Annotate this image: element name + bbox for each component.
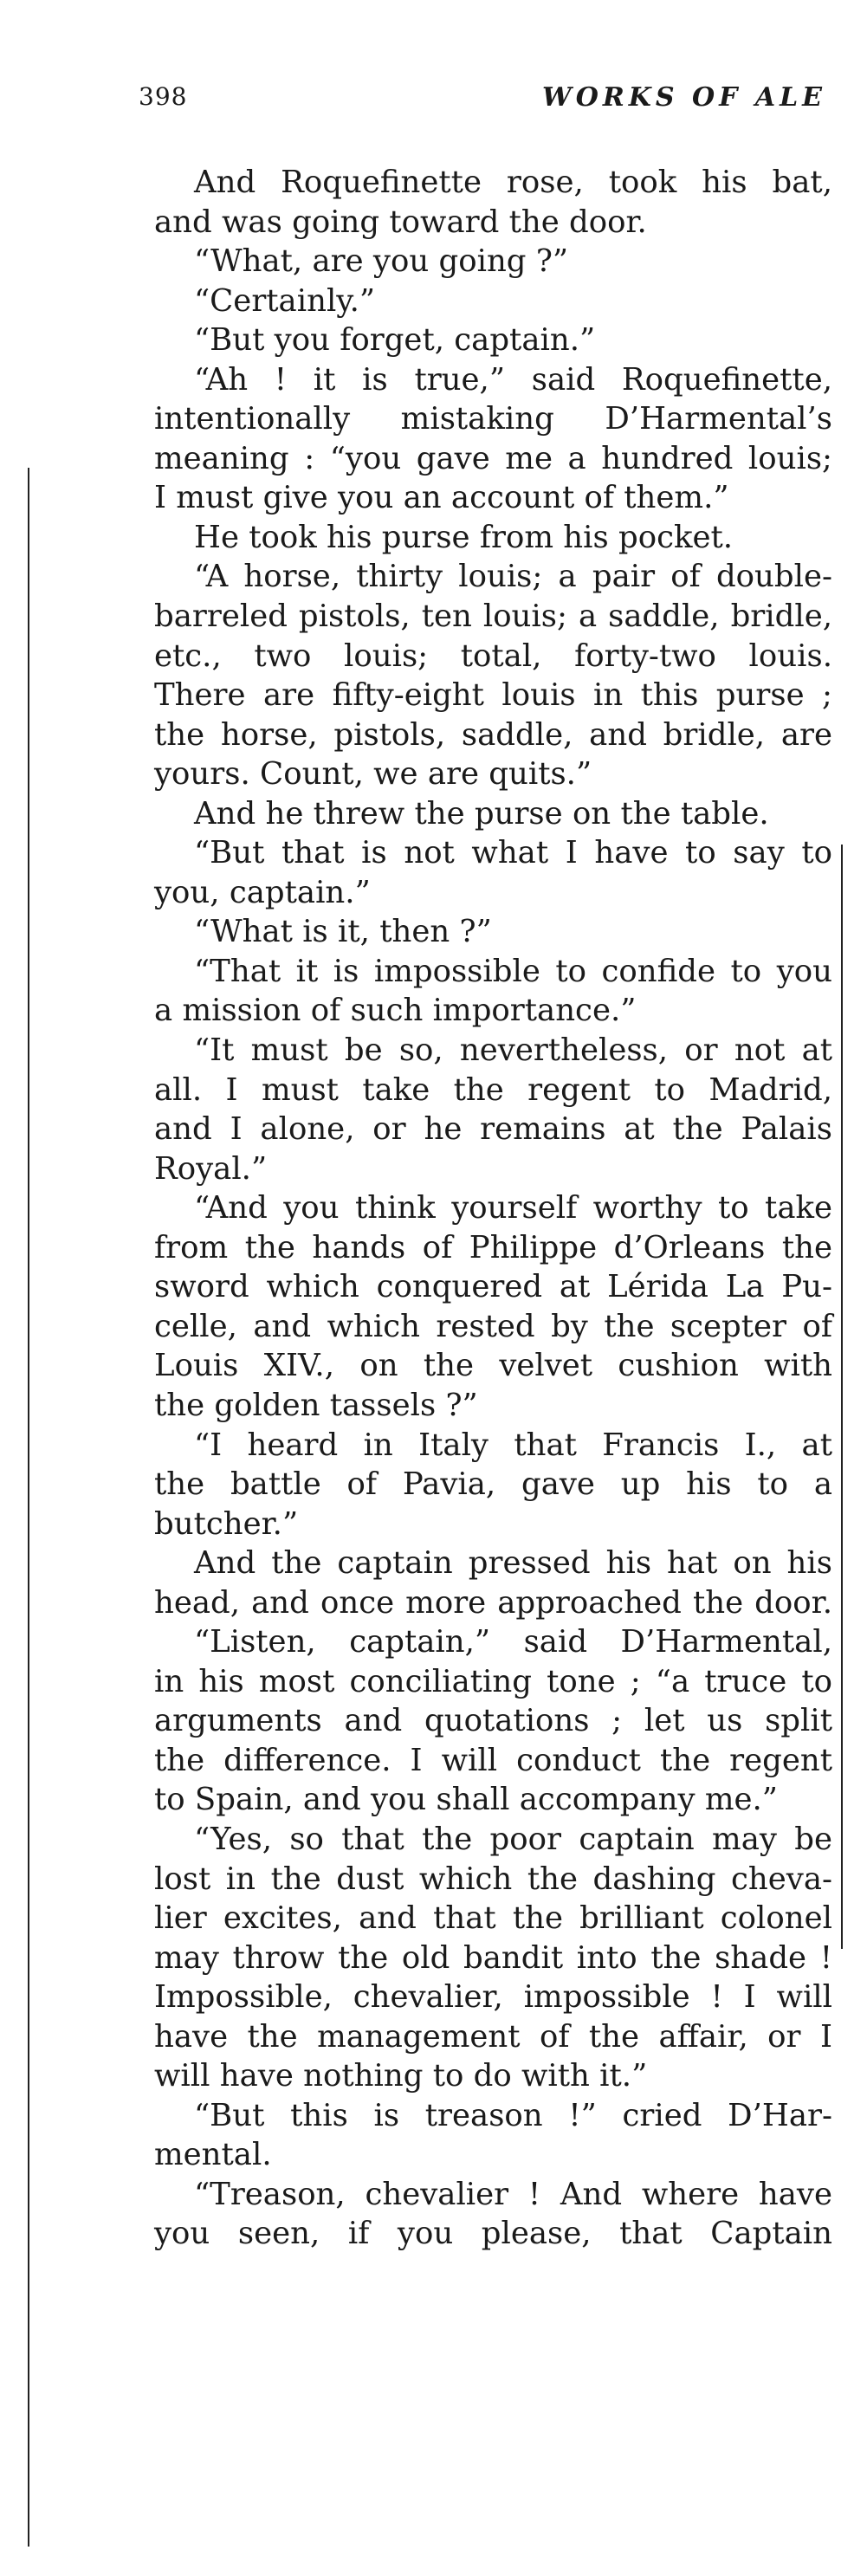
text-line: “A horse, thirty louis; a pair of double- [194,559,832,595]
text-line: mental. [154,2137,272,2173]
right-margin-rule [841,845,843,1949]
text-line: and was going toward the door. [154,204,647,240]
text-line: “But that is not what I have to say to [194,835,832,871]
text-line: arguments and quotations ; let us split [154,1703,832,1739]
text-line: And the captain pressed his hat on his [194,1545,832,1582]
text-line: all. I must take the regent to Madrid, [154,1071,832,1108]
text-line: lost in the dust which the dashing cheva- [154,1861,832,1897]
text-line: lier excites, and that the brilliant colonel [154,1900,832,1937]
text-line: butcher.” [154,1505,299,1542]
text-line: “Treason, chevalier ! And where have [194,2176,832,2212]
text-line: have the management of the affair, or I [154,2018,832,2055]
text-line: “That it is impossible to confide to you [194,953,832,989]
text-line: the golden tassels ?” [154,1387,478,1423]
text-line: And he threw the purse on the table. [194,795,769,832]
text-line: you seen, if you please, that Captain [154,2216,832,2252]
text-line: yours. Count, we are quits.” [154,756,592,793]
text-line: “And you think yourself worthy to take [194,1190,832,1227]
text-line: a mission of such importance.” [154,993,637,1029]
text-line: “I heard in Italy that Francis I., at [194,1427,832,1463]
text-line: barreled pistols, ten louis; a saddle, bridle, [154,599,832,635]
text-line: head, and once more approached the door. [154,1584,832,1621]
page-number: 398 [139,82,188,111]
text-line: celle, and which rested by the scepter of [154,1308,832,1344]
text-line: And Roquefinette rose, took his bat, [194,165,832,200]
left-margin-rule [28,468,29,2547]
text-line: “Certainly.” [194,282,376,319]
text-line: intentionally mistaking D’Harmental’s [154,401,832,437]
body-text [154,163,832,2254]
text-line: the horse, pistols, saddle, and bridle, are [154,716,832,753]
text-line: Royal.” [154,1150,268,1187]
text-line: the difference. I will conduct the regent [154,1742,832,1778]
text-line: “What, are you going ?” [194,243,568,280]
text-line: There are fifty-eight louis in this purse ; [154,677,832,714]
text-line: “Listen, captain,” said D’Harmental, [194,1624,832,1660]
text-line: Louis XIV., on the velvet cushion with [154,1348,832,1384]
text-line: “Ah ! it is true,” said Roquefinette, [194,361,832,398]
text-line: from the hands of Philippe d’Orleans the [154,1229,832,1265]
text-line: “Yes, so that the poor captain may be [194,1821,832,1857]
text-line: “What is it, then ?” [194,914,492,950]
text-line: sword which conquered at Lérida La Pu- [154,1269,832,1305]
text-line: in his most conciliating tone ; “a truce to [154,1663,832,1699]
text-line: and I alone, or he remains at the Palais [154,1111,832,1148]
page-header [139,82,867,126]
text-line: to Spain, and you shall accompany me.” [154,1782,778,1818]
text-line: meaning : “you gave me a hundred louis; [154,440,832,476]
text-line: “It must be so, nevertheless, or not at [194,1032,832,1069]
text-line: I must give you an account of them.” [154,480,729,516]
text-line: etc., two louis; total, forty-two louis. [154,638,832,674]
text-line: He took his purse from his pocket. [194,519,734,555]
text-line: “But you forget, captain.” [194,322,596,359]
text-line: you, captain.” [154,874,371,910]
text-line: may throw the old bandit into the shade ! [154,1939,832,1976]
running-title: WORKS OF ALE [542,82,827,113]
text-line: “But this is treason !” cried D’Har- [194,2097,832,2133]
text-line: Impossible, chevalier, impossible ! I will [154,1979,832,2016]
text-line: the battle of Pavia, gave up his to a [154,1466,832,1503]
text-line: will have nothing to do with it.” [154,2058,648,2094]
